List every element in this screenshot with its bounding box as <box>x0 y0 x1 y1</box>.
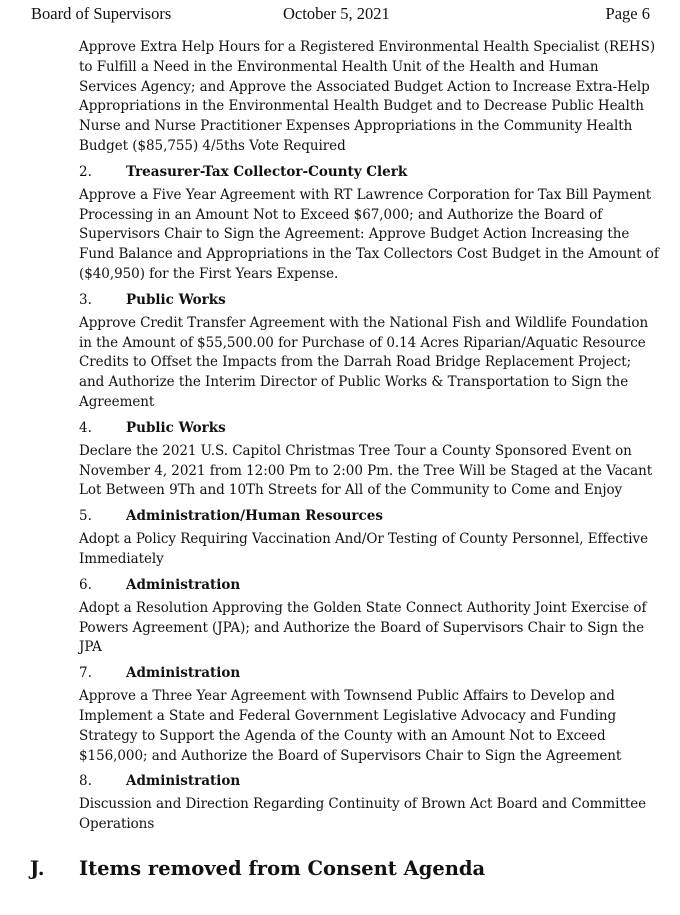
item-heading <box>79 664 659 683</box>
item-number: 5. <box>79 508 92 525</box>
item-heading <box>79 507 659 526</box>
item-number: 6. <box>79 576 92 593</box>
item-heading <box>79 419 659 438</box>
section-letter: J. <box>30 857 45 880</box>
agenda-item-4 <box>79 419 659 501</box>
item-description: Approve a Three Year Agreement with Townsend Public Affairs to Develop and Implement a State and Federal Government Legislative Advocacy and Funding Strategy to Support the Agenda of the County with an Amount Not to Exceed $156,000; and Authorize the Board of Supervisors Chair to Sign the Agreement <box>79 688 622 764</box>
section-title: Items removed from Consent Agenda <box>79 857 486 880</box>
item-number: 3. <box>79 291 92 308</box>
intro-item-text: Approve Extra Help Hours for a Registered Environmental Health Specialist (REHS) to Fulfill a Need in the Environmental Health Unit of the Health and Human Services Agency; and Approve the Associated Budget Action to Increase Extra-Help Appropriations in the Environmental Health Budget and to Decrease Public Health Nurse and Nurse Practitioner Expenses Appropriations in the Community Health Budget ($85,755) 4/5ths Vote Required <box>79 39 656 154</box>
item-number: 2. <box>79 163 92 180</box>
item-heading <box>79 772 659 791</box>
item-description: Adopt a Policy Requiring Vaccination And/Or Testing of County Personnel, Effective Immediately <box>79 531 649 567</box>
item-description: Adopt a Resolution Approving the Golden State Connect Authority Joint Exercise of Powers Agreement (JPA); and Authorize the Board of Supervisors Chair to Sign the JPA <box>79 599 647 656</box>
item-description: Discussion and Direction Regarding Continuity of Brown Act Board and Committee Operations <box>79 796 647 833</box>
item-department: Administration/Human Resources <box>126 508 383 525</box>
item-department: Public Works <box>126 291 226 308</box>
agenda-item-8 <box>79 772 659 835</box>
item-description: Approve a Five Year Agreement with RT Lawrence Corporation for Tax Bill Payment Processing in an Amount Not to Exceed $67,000; and Authorize the Board of Supervisors Chair to Sign the Agreement: Approve Budget Action Increasing the Fund Balance and Appropriations in the Tax Collectors Cost Budget in the Amount of ($40,950) for the First Years Expense. <box>79 186 659 282</box>
agenda-item-2 <box>79 163 659 285</box>
section-heading <box>30 857 650 880</box>
item-heading <box>79 576 659 595</box>
item-department: Public Works <box>126 419 226 436</box>
agenda-item-7 <box>79 664 659 766</box>
agenda-item-6 <box>79 576 659 658</box>
agenda-content <box>79 38 659 841</box>
item-heading <box>79 163 659 182</box>
item-heading <box>79 291 659 310</box>
item-number: 8. <box>79 773 92 790</box>
page-header <box>0 4 680 24</box>
header-date: October 5, 2021 <box>283 4 390 23</box>
item-department: Administration <box>126 665 241 682</box>
header-board-name: Board of Supervisors <box>31 4 172 23</box>
agenda-item-5 <box>79 507 659 570</box>
header-page-number: Page 6 <box>605 4 650 23</box>
item-description: Approve Credit Transfer Agreement with the National Fish and Wildlife Foundation in the Amount of $55,500.00 for Purchase of 0.14 Acres Riparian/Aquatic Resource Credits to Offset the Impacts from the Darrah Road Bridge Replacement Project; and Authorize the Interim Director of Public Works & Transportation to Sign the Agreement <box>79 314 649 410</box>
item-department: Administration <box>126 773 241 790</box>
item-department: Treasurer-Tax Collector-County Clerk <box>126 163 408 180</box>
item-number: 7. <box>79 665 92 682</box>
item-number: 4. <box>79 419 92 436</box>
item-department: Administration <box>126 576 241 593</box>
item-description: Declare the 2021 U.S. Capitol Christmas Tree Tour a County Sponsored Event on November 4, 2021 from 12:00 Pm to 2:00 Pm. the Tree Will be Staged at the Vacant Lot Between 9Th and 10Th Streets for All of the Community to Come and Enjoy <box>79 442 653 499</box>
agenda-item-3 <box>79 291 659 413</box>
